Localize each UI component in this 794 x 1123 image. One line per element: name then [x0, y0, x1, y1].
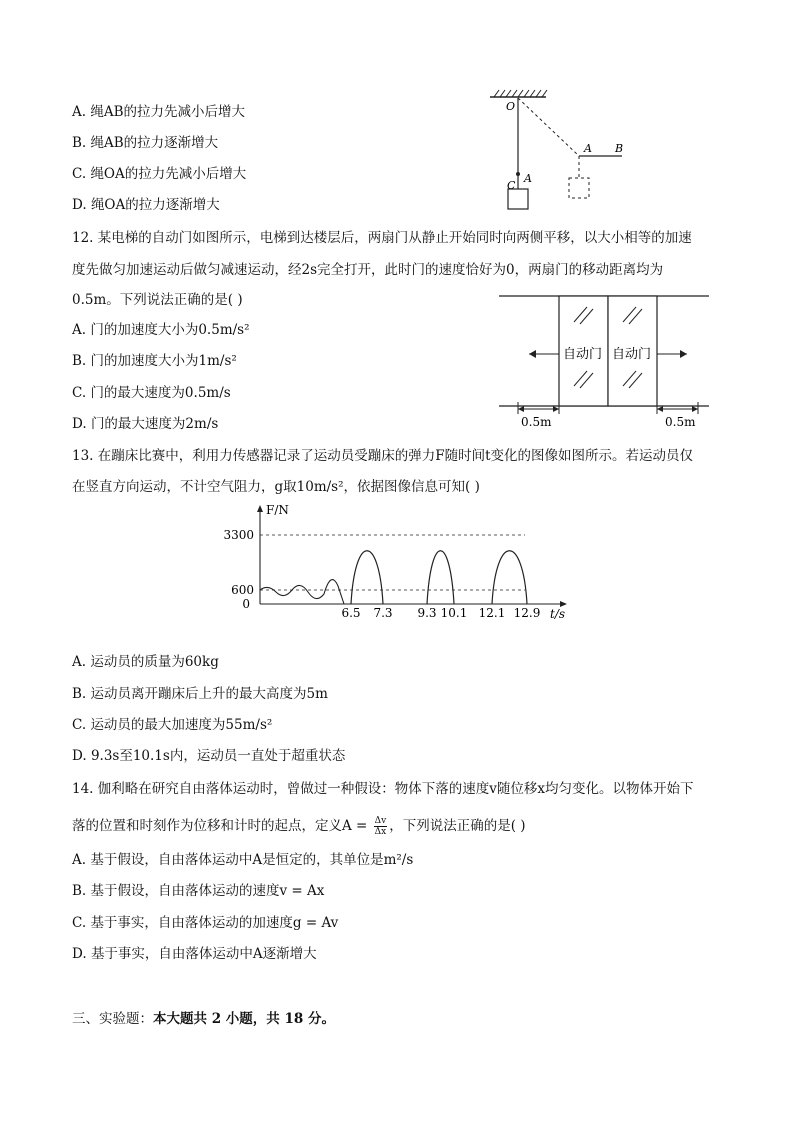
- q12-stem-line3: 0.5m。下列说法正确的是( ): [72, 292, 243, 308]
- q12-door-diagram: [497, 290, 712, 430]
- x-tick-label: 12.9: [513, 606, 541, 620]
- y-axis-title: F/N: [266, 503, 289, 517]
- y-axis-arrow: [257, 505, 263, 512]
- q12-option-c: C. 门的最大速度为0.5m/s: [72, 385, 231, 401]
- x-tick-label: 12.1: [478, 606, 506, 620]
- arrow-right-head: [680, 350, 687, 358]
- y-tick-label: 600: [231, 583, 254, 597]
- block-dashed: [569, 178, 589, 198]
- q11-option-c: C. 绳OA的拉力先减小后增大: [72, 166, 247, 182]
- section-3-heading: 三、实验题：本大题共 2 小题，共 18 分。: [72, 1011, 335, 1027]
- q12-option-a: A. 门的加速度大小为0.5m/s²: [72, 322, 250, 338]
- block-c: [508, 189, 528, 209]
- label-b: B: [615, 142, 624, 155]
- q13-option-d: D. 9.3s至10.1s内，运动员一直处于超重状态: [72, 748, 346, 764]
- x-tick-label: 7.3: [373, 606, 393, 620]
- series-oscillation: [260, 580, 344, 604]
- q13-option-b: B. 运动员离开蹦床后上升的最大高度为5m: [72, 686, 328, 702]
- q13-option-a: A. 运动员的质量为60kg: [72, 654, 219, 670]
- y-tick-label: 3300: [223, 528, 254, 542]
- q11-option-b: B. 绳AB的拉力逐渐增大: [72, 135, 219, 151]
- q11-rope-diagram: [480, 86, 630, 221]
- q13-stem-line2: 在竖直方向运动，不计空气阻力，g取10m/s²，依据图像信息可知( ): [72, 479, 480, 495]
- rope-oa-dashed: [518, 98, 579, 156]
- fraction: $\frac{\Delta v}{\Delta x}$: [374, 816, 387, 837]
- q13-force-time-chart: [220, 500, 575, 622]
- q11-option-a: A. 绳AB的拉力先减小后增大: [72, 104, 246, 120]
- q14-option-c: C. 基于事实，自由落体运动的加速度g = Av: [72, 915, 339, 931]
- q14-stem-line1: 14. 伽利略在研究自由落体运动时，曾做过一种假设：物体下落的速度v随位移x均匀变化。以物体开始下: [72, 781, 694, 797]
- x-tick-label: 9.3: [417, 606, 437, 620]
- q13-stem-line1: 13. 在蹦床比赛中，利用力传感器记录了运动员受蹦床的弹力F随时间t变化的图像如图所示。若运动员仅: [72, 448, 694, 464]
- label-a-left: A: [524, 172, 532, 185]
- arrow-left-head: [529, 350, 536, 358]
- series-peak-3: [492, 551, 527, 604]
- q12-option-b: B. 门的加速度大小为1m/s²: [72, 353, 237, 369]
- q13-option-c: C. 运动员的最大加速度为55m/s²: [72, 717, 273, 733]
- series-peak-2: [427, 551, 454, 604]
- x-axis-title: t/s: [550, 607, 566, 621]
- q11-option-d: D. 绳OA的拉力逐渐增大: [72, 197, 220, 213]
- q14-option-b: B. 基于假设，自由落体运动的速度v = Ax: [72, 883, 325, 899]
- q14-option-a: A. 基于假设，自由落体运动中A是恒定的，其单位是m²/s: [72, 852, 414, 868]
- series-peak-1: [351, 551, 383, 604]
- label-c: C: [507, 179, 516, 192]
- q12-stem-line2: 度先做匀加速运动后做匀减速运动，经2s完全打开，此时门的速度恰好为0，两扇门的移动距离均为: [72, 262, 664, 278]
- origin-label: 0: [242, 597, 250, 611]
- q14-stem-line2: 落的位置和时刻作为位移和计时的起点，定义A = $\frac{\Delta v}{\Delta x}$ ，下列说法正确的是( ): [72, 816, 526, 837]
- ceiling-hatch: [494, 90, 547, 97]
- dist-left-label: 0.5m: [521, 415, 552, 429]
- label-o: O: [506, 100, 516, 113]
- door-left-label: 自动门: [563, 347, 603, 362]
- x-tick-label: 6.5: [341, 606, 361, 620]
- label-a-right: A: [584, 142, 592, 155]
- q12-option-d: D. 门的最大速度为2m/s: [72, 416, 219, 432]
- q12-stem-line1: 12. 某电梯的自动门如图所示，电梯到达楼层后，两扇门从静止开始同时向两侧平移，以大小相等的加速: [72, 230, 692, 246]
- q14-option-d: D. 基于事实，自由落体运动中A逐渐增大: [72, 946, 317, 962]
- x-tick-label: 10.1: [440, 606, 468, 620]
- dist-right-label: 0.5m: [665, 415, 696, 429]
- door-right-label: 自动门: [612, 347, 652, 362]
